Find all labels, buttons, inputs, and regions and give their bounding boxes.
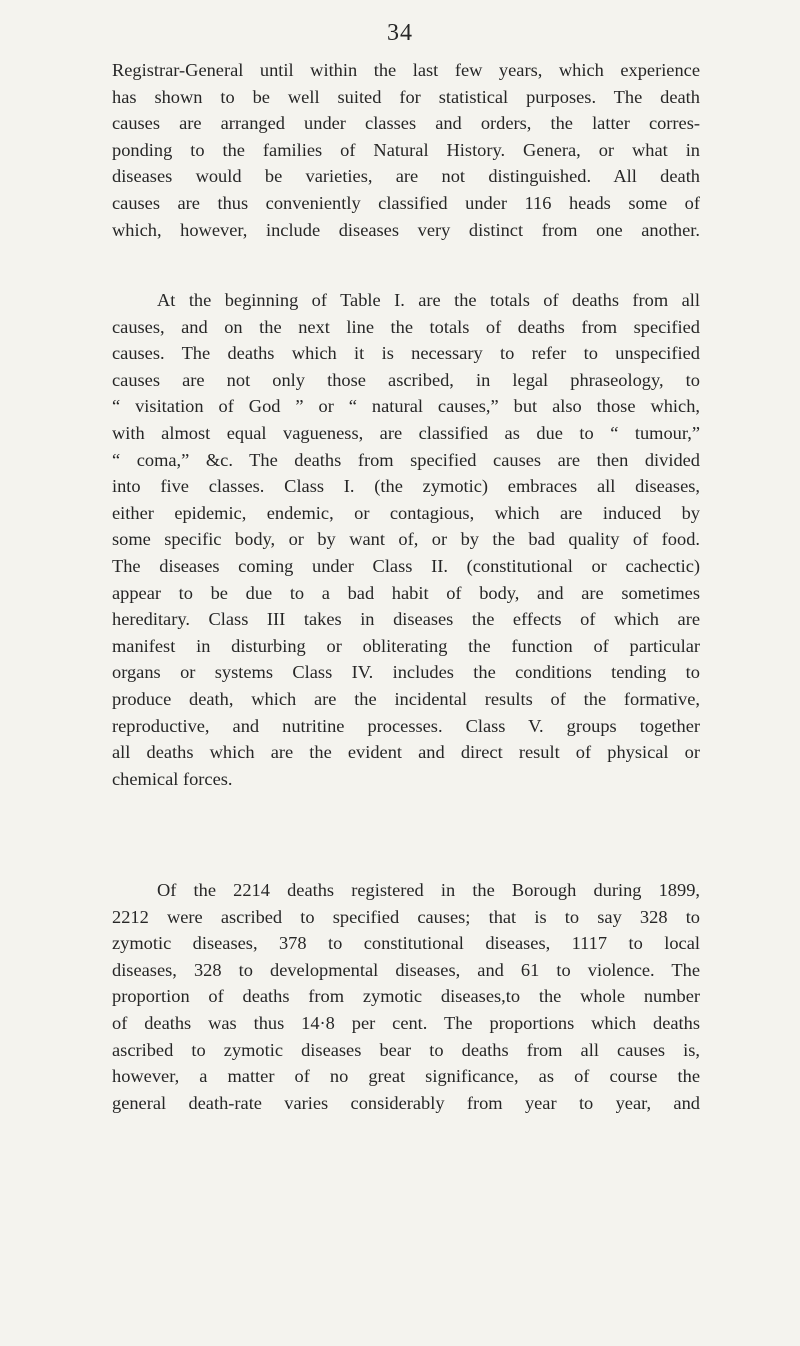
text-line: diseases would be varieties, are not distinguished. All death [112,166,700,187]
text-line: At the beginning of Table I. are the totals of deaths from all [157,290,700,310]
text-line: “ coma,” &c. The deaths from specified causes are then divided [112,449,700,470]
paragraph-classification [112,57,700,243]
text-line: diseases, 328 to developmental diseases, and 61 to violence. The [112,959,700,980]
text-line: produce death, which are the incidental results of the formative, [112,688,700,709]
text-line: “ visitation of God ” or “ natural causes,” but also those which, [112,396,700,417]
text-line: of deaths was thus 14·8 per cent. The proportions which deaths [112,1012,700,1033]
text-line: which, however, include diseases very distinct from one another. [112,219,700,240]
text-line: manifest in disturbing or obliterating the function of particular [112,635,700,656]
text-line: all deaths which are the evident and direct result of physical or [112,742,700,763]
text-line: appear to be due to a bad habit of body, and are sometimes [112,582,700,603]
text-line: with almost equal vagueness, are classified as due to “ tumour,” [112,422,700,443]
text-line: either epidemic, endemic, or contagious, which are induced by [112,502,700,523]
text-line: chemical forces. [112,768,233,789]
text-line: some specific body, or by want of, or by the bad quality of food. [112,529,700,550]
paragraph-death-statistics [112,877,700,1116]
text-line: hereditary. Class III takes in diseases the effects of which are [112,609,700,630]
text-line: Of the 2214 deaths registered in the Borough during 1899, [157,880,700,900]
text-line: proportion of deaths from zymotic diseases,to the whole number [112,986,700,1007]
text-line: organs or systems Class IV. includes the conditions tending to [112,662,700,683]
text-line: has shown to be well suited for statistical purposes. The death [112,86,700,107]
text-line: into five classes. Class I. (the zymotic) embraces all diseases, [112,476,700,497]
text-line: Registrar-General until within the last few years, which experience [112,60,700,80]
text-line: general death-rate varies considerably from year to year, and [112,1092,700,1113]
text-line: ascribed to zymotic diseases bear to deaths from all causes is, [112,1039,700,1060]
page-number: 34 [387,20,413,46]
text-line: ponding to the families of Natural History. Genera, or what in [112,139,700,160]
text-line: causes are not only those ascribed, in legal phraseology, to [112,369,700,390]
text-line: reproductive, and nutritine processes. Class V. groups together [112,715,700,736]
paragraph-table-classes [112,287,700,792]
text-line: causes. The deaths which it is necessary to refer to unspecified [112,343,700,364]
text-line: causes, and on the next line the totals of deaths from specified [112,316,700,337]
text-line: however, a matter of no great significance, as of course the [112,1066,700,1087]
text-line: causes are thus conveniently classified under 116 heads some of [112,192,700,213]
text-line: The diseases coming under Class II. (constitutional or cachectic) [112,555,700,576]
text-line: causes are arranged under classes and orders, the latter corres- [112,113,700,134]
text-line: 2212 were ascribed to specified causes; that is to say 328 to [112,906,700,927]
text-line: zymotic diseases, 378 to constitutional diseases, 1117 to local [112,933,700,954]
